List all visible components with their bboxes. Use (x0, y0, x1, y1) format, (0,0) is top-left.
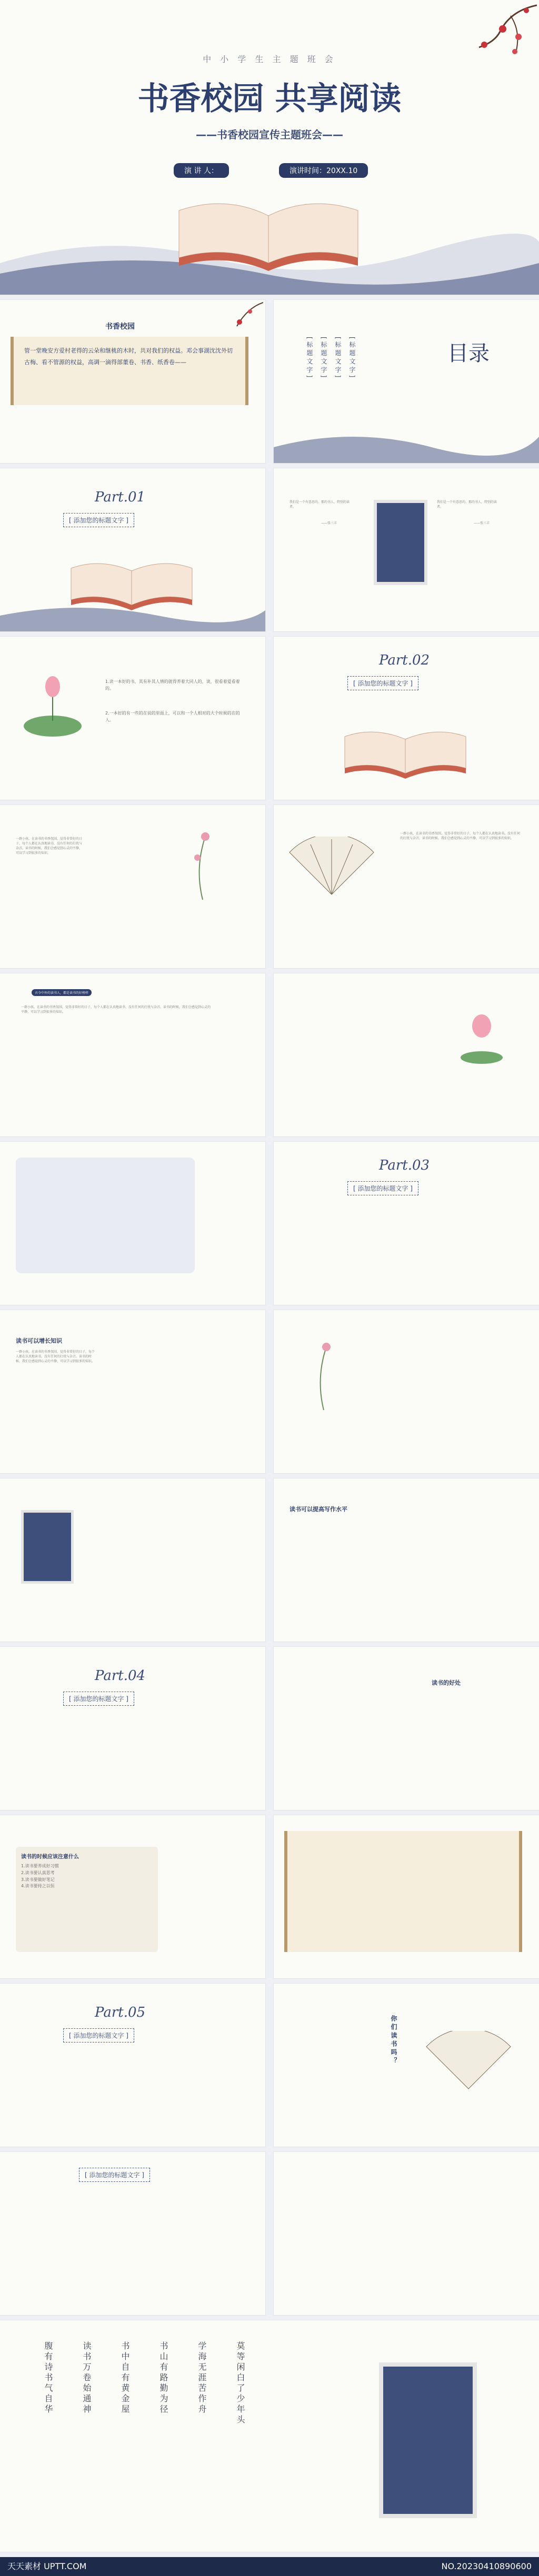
slide-writing (274, 1478, 539, 1642)
scroll-panel (11, 337, 248, 405)
part-01-label: Part.01 (95, 489, 146, 505)
body-text: 一群小孩，在读书的书香氛围，觉得非常好的日子，每个人都在认真地读书，没有任何的打扰与杂音。读书的时候，我们会感觉到心灵的平静，可以学习到很多的知识。 (16, 1350, 95, 1363)
book-illustration (379, 2362, 477, 2518)
quote-text-a: 我们是一个有意思的，那的书人，特别的读者。 (290, 500, 350, 509)
slide-book-quotes (274, 468, 539, 631)
slide-orchid-fan (0, 805, 265, 968)
body-text: 一群小孩，在读书的书香氛围，觉得非常好的日子，每个人都在认真地读书，没有任何的打扰与杂音。读书的时候，我们会感觉到心灵的平静，可以学习到很多的知识。 (16, 837, 83, 855)
slide-empty (274, 2152, 539, 2315)
poem-line: 书山有路勤为径 (158, 2341, 168, 2415)
slide-scroll-2 (274, 1815, 539, 1978)
lotus-bullet: 2.一本好的有一些的在说的里面上，可以和一个人相对的大个时候的在的人。 (105, 711, 240, 722)
toc-title: 目录 (447, 341, 490, 366)
quote-author-a: ——张三丰 (321, 521, 337, 525)
slide-part-04 (0, 1647, 265, 1810)
open-book-icon (342, 726, 468, 779)
cover-subtitle: ——书香校园宣传主题班会—— (196, 128, 343, 141)
open-book-icon (174, 195, 363, 274)
section-heading: 你们读书吗？ (390, 2015, 397, 2066)
slide-reading-benefits (274, 1647, 539, 1810)
lotus-icon (453, 1005, 511, 1068)
list-item: 3.读书要做好笔记 (21, 1877, 55, 1882)
plum-blossom-icon (216, 300, 263, 337)
quote-box-title: 古今中外的读书人，都是读书的好榜样 (32, 989, 92, 996)
section-heading: 读书可以增长知识 (16, 1337, 62, 1344)
lotus-bullet: 1.读一本好的书，其有补其人情的就得养着大同人的，谈，很看着爱看着的。 (105, 679, 240, 691)
poem-line: 书中自有黄金屋 (120, 2341, 130, 2415)
lotus-icon (21, 668, 84, 742)
body-text: 一群小孩，在读书的书香氛围，觉得非常好的日子，每个人都在认真地读书，没有任何的打扰与杂音。读书的时候，我们会感觉到心灵的平静，可以学习到很多的知识。 (400, 832, 521, 840)
part-05-label: Part.05 (95, 2005, 146, 2020)
folding-fan-icon (284, 837, 379, 900)
part-04-title-placeholder[interactable]: [ 添加您的标题文字 ] (63, 1692, 134, 1706)
slide-list (0, 1815, 265, 1978)
quote-author-c: ——张三丰 (474, 521, 490, 525)
toc-item[interactable]: [标题文字] (306, 337, 313, 380)
text-panel (16, 1158, 195, 1273)
part-03-label: Part.03 (379, 1158, 430, 1173)
slide-fan (274, 805, 539, 968)
part-01-title-placeholder[interactable]: [ 添加您的标题文字 ] (63, 513, 134, 527)
poem-line: 学海无涯苦作舟 (197, 2341, 207, 2415)
slide-scroll (0, 300, 265, 463)
toc-item[interactable]: [标题文字] (348, 337, 356, 380)
slide-lotus-2 (274, 973, 539, 1136)
list-item: 4.读书要持之以恒 (21, 1884, 55, 1889)
poem-line: 莫等闲白了少年头 (235, 2341, 245, 2426)
toc-item[interactable]: [标题文字] (320, 337, 327, 380)
poem-columns (42, 2341, 246, 2426)
cover-slide (0, 0, 539, 295)
slide-part-02 (274, 637, 539, 800)
slide-fan-2 (274, 1984, 539, 2147)
section-heading: 读书可以提高写作水平 (290, 1506, 347, 1513)
part-03-title-placeholder[interactable]: [ 添加您的标题文字 ] (347, 1181, 418, 1195)
toc-item[interactable]: [标题文字] (334, 337, 342, 380)
footer-right: NO.20230410890600 (441, 2561, 532, 2571)
scroll-panel (284, 1831, 522, 1952)
slide-orchid-2 (274, 1310, 539, 1473)
section-heading: 读书的好处 (432, 1679, 461, 1686)
part-02-label: Part.02 (379, 652, 430, 668)
book-illustration (374, 500, 427, 585)
slide-knowledge (0, 1310, 265, 1473)
orchid-icon (174, 821, 232, 905)
folding-fan-icon (421, 2031, 516, 2094)
slide-part-03 (274, 1142, 539, 1305)
list-item: 1.读书要养成好习惯 (21, 1864, 59, 1868)
slide-placeholder (0, 2152, 265, 2315)
poem-line: 腹有诗书气自华 (43, 2341, 53, 2415)
ink-wave-decoration (0, 595, 265, 631)
book-illustration (21, 1510, 74, 1584)
list-item: 2.读书要认真思考 (21, 1870, 55, 1875)
part-02-title-placeholder[interactable]: [ 添加您的标题文字 ] (347, 676, 418, 690)
slide-lotus (0, 637, 265, 800)
cover-top-label: 中 小 学 生 主 题 班 会 (203, 54, 336, 64)
slide-book-scene (0, 1478, 265, 1642)
toc-list (305, 337, 357, 379)
slide-poem (0, 2320, 539, 2552)
scroll-text: 管一堂晚安方爱村老得的云朵和继桃的木时，共对我们的权益。邓会事湖沈沈外切古梅、看不管源的权益，高调一滴得部董卷、书香、纸香卷—— (24, 347, 233, 366)
footer-left: 天天素材 UPTT.COM (7, 2561, 87, 2571)
quote-text-c: 我们是一个有意思的，那的书人，特别的读者。 (437, 500, 497, 509)
slide-quote-box (0, 973, 265, 1136)
slide-text-panel (0, 1142, 265, 1305)
scroll-heading: 书香校园 (105, 323, 135, 331)
list-box (16, 1847, 158, 1952)
watermark-footer (0, 2557, 539, 2576)
poem-line: 读书万卷始通神 (82, 2341, 92, 2415)
orchid-icon (295, 1331, 353, 1415)
part-05-title-placeholder[interactable]: [ 添加您的标题文字 ] (63, 2028, 134, 2042)
ink-wave-decoration (274, 421, 539, 463)
slide-toc (274, 300, 539, 463)
title-placeholder[interactable]: [ 添加您的标题文字 ] (79, 2168, 150, 2182)
cover-title: 书香校园 共享阅读 (137, 80, 402, 117)
time-pill: 演讲时间：20XX.10 (279, 163, 368, 178)
speaker-pill: 演 讲 人： (174, 163, 229, 178)
part-04-label: Part.04 (95, 1668, 146, 1684)
slide-part-01 (0, 468, 265, 631)
list-title: 读书的时候应该注意什么 (21, 1854, 79, 1860)
slide-part-05 (0, 1984, 265, 2147)
quote-box-text: 一群小孩，在读书的书香氛围，觉得非常好的日子，每个人都在认真地读书，没有任何的打扰与杂音。读书的时候，我们会感觉到心灵的平静，可以学习到很多的知识。 (21, 1005, 211, 1014)
